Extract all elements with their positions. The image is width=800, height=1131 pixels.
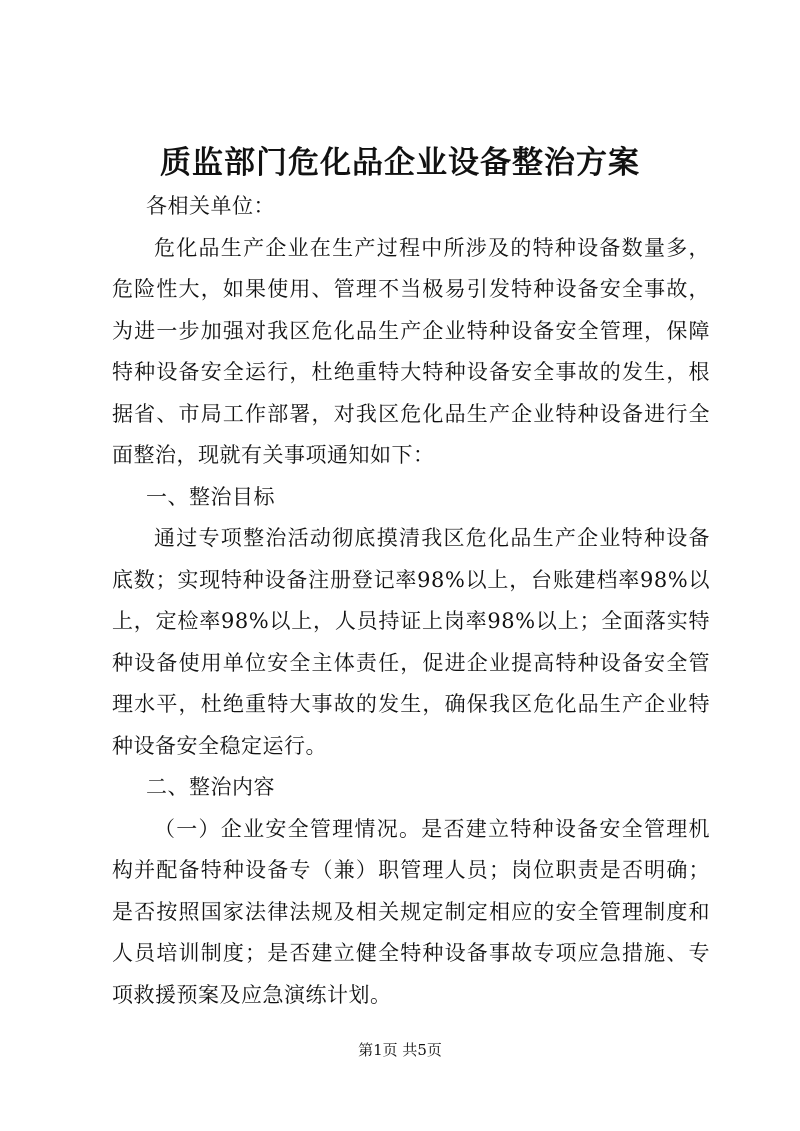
content-paragraph-1: （一）企业安全管理情况。是否建立特种设备安全管理机构并配备特种设备专（兼）职管理人员；岗位职责是否明确；是否按照国家法律法规及相关规定制定相应的安全管理制度和人员培训制度；是否建立健全特种设备事故专项应急措施、专项救援预案及应急演练计划。: [112, 816, 710, 1007]
section-heading-goals: 一、整治目标: [146, 484, 275, 509]
goals-paragraph: 通过专项整治活动彻底摸清我区危化品生产企业特种设备底数；实现特种设备注册登记率98%以上，台账建档率98%以上，定检率98%以上，人员持证上岗率98%以上；全面落实特种设备使用单位安全主体责任，促进企业提高特种设备安全管理水平，杜绝重特大事故的发生，确保我区危化品生产企业特种设备安全稳定运行。: [112, 526, 710, 758]
salutation: 各相关单位：: [146, 194, 275, 218]
intro-paragraph: 危化品生产企业在生产过程中所涉及的特种设备数量多，危险性大，如果使用、管理不当极易引发特种设备安全事故，为进一步加强对我区危化品生产企业特种设备安全管理，保障特种设备安全运行，杜绝重特大特种设备安全事故的发生，根据省、市局工作部署，对我区危化品生产企业特种设备进行全面整治，现就有关事项通知如下：: [112, 235, 710, 467]
document-title: 质监部门危化品企业设备整治方案: [160, 145, 640, 181]
section-heading-content: 二、整治内容: [146, 775, 275, 799]
page-footer: 第1页 共5页: [358, 1041, 442, 1059]
document-body: [112, 186, 710, 1016]
